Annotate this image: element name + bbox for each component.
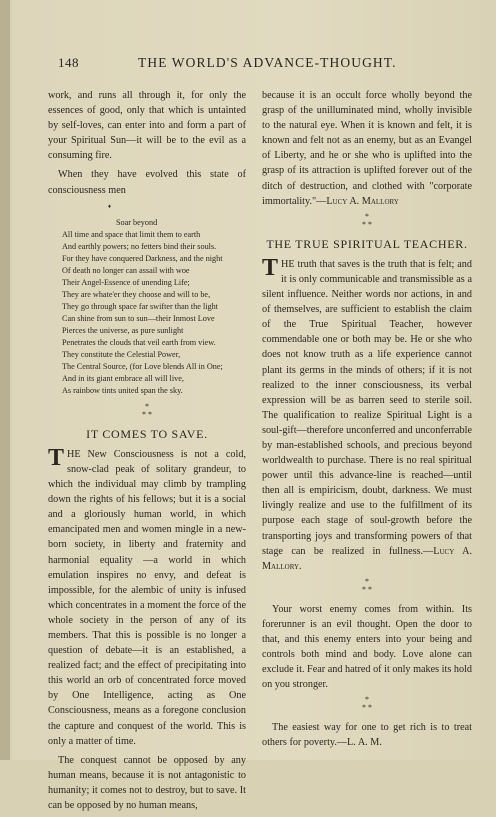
left-paragraph-4: The conquest cannot be opposed by any human means, because it is not antagonistic to humanity; it comes not to destroy, but to save. It can be opposed by no human means, xyxy=(48,754,246,811)
right-paragraph-2: THE truth that saves is the truth that is felt; and it is only communicable and transmissible as a silent influence. Neither words nor actions, in and of themselves, are sufficient to establish the claim of the True Spiritual Teacher, however commendable one or both may be. He or she who does not know truth as a life experience cannot plant its germs in the minds of others; if it is not realized to the inner consciousness, its verbal expression will be as barren seed to sterile soil. The qualification to realize Spiritual Light is a soul-gift—therefore unconferred and unconferrable by man-established schools, and precious beyond worldwealth to purchase. There is no real spiritual power until this advance-line is reached—until then all is empiricism, doubt, darkness. We must livingly realize and use to the fulfillment of its purpose each stage of soul-growth before the transporting joys and transforming powers of that stage can be realized in fullness.—Lucy A. Mallory. xyxy=(262,254,472,572)
section-heading: IT COMES TO SAVE. xyxy=(86,426,208,441)
poem-line: The Central Source, (for Love blends All in One; xyxy=(62,361,223,371)
poem-line: All time and space that limit them to earth xyxy=(62,229,201,239)
poem-line: They go through space far swifter than the light xyxy=(62,301,218,311)
poem xyxy=(62,217,246,397)
section-divider: * * * xyxy=(142,401,152,419)
left-paragraph-1: work, and runs all through it, for only the essences of good, only that which is untainted by self-loves, can enter into and form a part of your Spiritual Sun—it will be to the evil as a consuming fire. xyxy=(48,90,246,162)
section-divider: * * * xyxy=(362,211,372,229)
section-divider: * * * xyxy=(362,695,372,713)
poem-line: They constitute the Celestial Power, xyxy=(62,349,181,359)
ornament-mark: ♦ xyxy=(108,203,112,210)
poem-line: And earthly powers; no fetters bind their souls. xyxy=(62,241,217,251)
drop-cap: T xyxy=(48,444,65,471)
signature: Lucy A. Mallory. xyxy=(262,545,472,572)
running-title: THE WORLD'S ADVANCE-THOUGHT. xyxy=(138,55,397,70)
poem-line: As rainbow tints united span the sky. xyxy=(62,385,183,395)
page-header xyxy=(0,55,496,75)
poem-line: And in its giant embrace all will live, xyxy=(62,373,184,383)
drop-cap: T xyxy=(262,254,279,281)
right-paragraph-3: Your worst enemy comes from within. Its forerunner is an evil thought. Open the door to that, and this enemy enters into your being and controls both mind and body. Love alone can exclude it. Fear and hatred of it only makes its hold on you stronger. xyxy=(262,603,472,691)
left-paragraph-2: When they have evolved this state of consciousness men xyxy=(48,169,246,196)
poem-line: Can shine from sun to sun—their Inmost Love xyxy=(62,313,215,323)
section-heading: THE TRUE SPIRITUAL TEACHER. xyxy=(266,236,468,251)
poem-line: For they have conquered Darkness, and the night xyxy=(62,253,223,263)
section-divider: * * * xyxy=(362,576,372,594)
left-paragraph-3: THE New Consciousness is not a cold, snow-clad peak of solitary grandeur, to which the individual may climb by trampling down the rights of his fellows; but it is a social and a gloriously human world, in which emancipated men and women mingle in a new-born society, in liberty and fraternity and harmonial equality —a world in which emulation inspires no envy, and defeat is impossible, for the alembic of unity is infused which concentrates in a moment the force of the whole society in the person of any of its members. That this is possible is no longer a question of debate—it is an established, a realized fact; and the effect of precipitating into this world an orb of concentrated force moved by One Intelligence, acting as One Consciousness, means as a foregone conclusion the capture and conquest of the world. This is only a matter of time. xyxy=(48,444,246,747)
poem-line: Of death no longer can assail with woe xyxy=(62,265,190,275)
right-column xyxy=(262,88,472,755)
left-column xyxy=(48,88,246,817)
page-number: 148 xyxy=(58,55,79,70)
poem-line: Pierces the universe, as pure sunlight xyxy=(62,325,184,335)
poem-line: They are whate'er they choose and will to be, xyxy=(62,289,211,299)
page-gutter xyxy=(0,0,10,760)
poem-line: Penetrates the clouds that veil earth from view. xyxy=(62,337,216,347)
poem-line: Soar beyond xyxy=(116,217,158,227)
right-paragraph-1: because it is an occult force wholly beyond the grasp of the unilluminated mind, wholly invisible to the natural eye. When it is known and felt, it is known and felt not as an enemy, but as an Evangel of Liberty, and he or she who is uplifted into the grasp of its attraction is uplifted forever out of the ditch of destruction, and clothed with "corporate immortality."—Lucy A. Mallory xyxy=(262,90,472,207)
right-paragraph-4: The easiest way for one to get rich is to treat others for poverty.—L. A. M. xyxy=(262,722,472,749)
signature: Lucy A. Mallory xyxy=(326,195,399,207)
poem-line: Their Angel-Essence of unending Life; xyxy=(62,277,190,287)
